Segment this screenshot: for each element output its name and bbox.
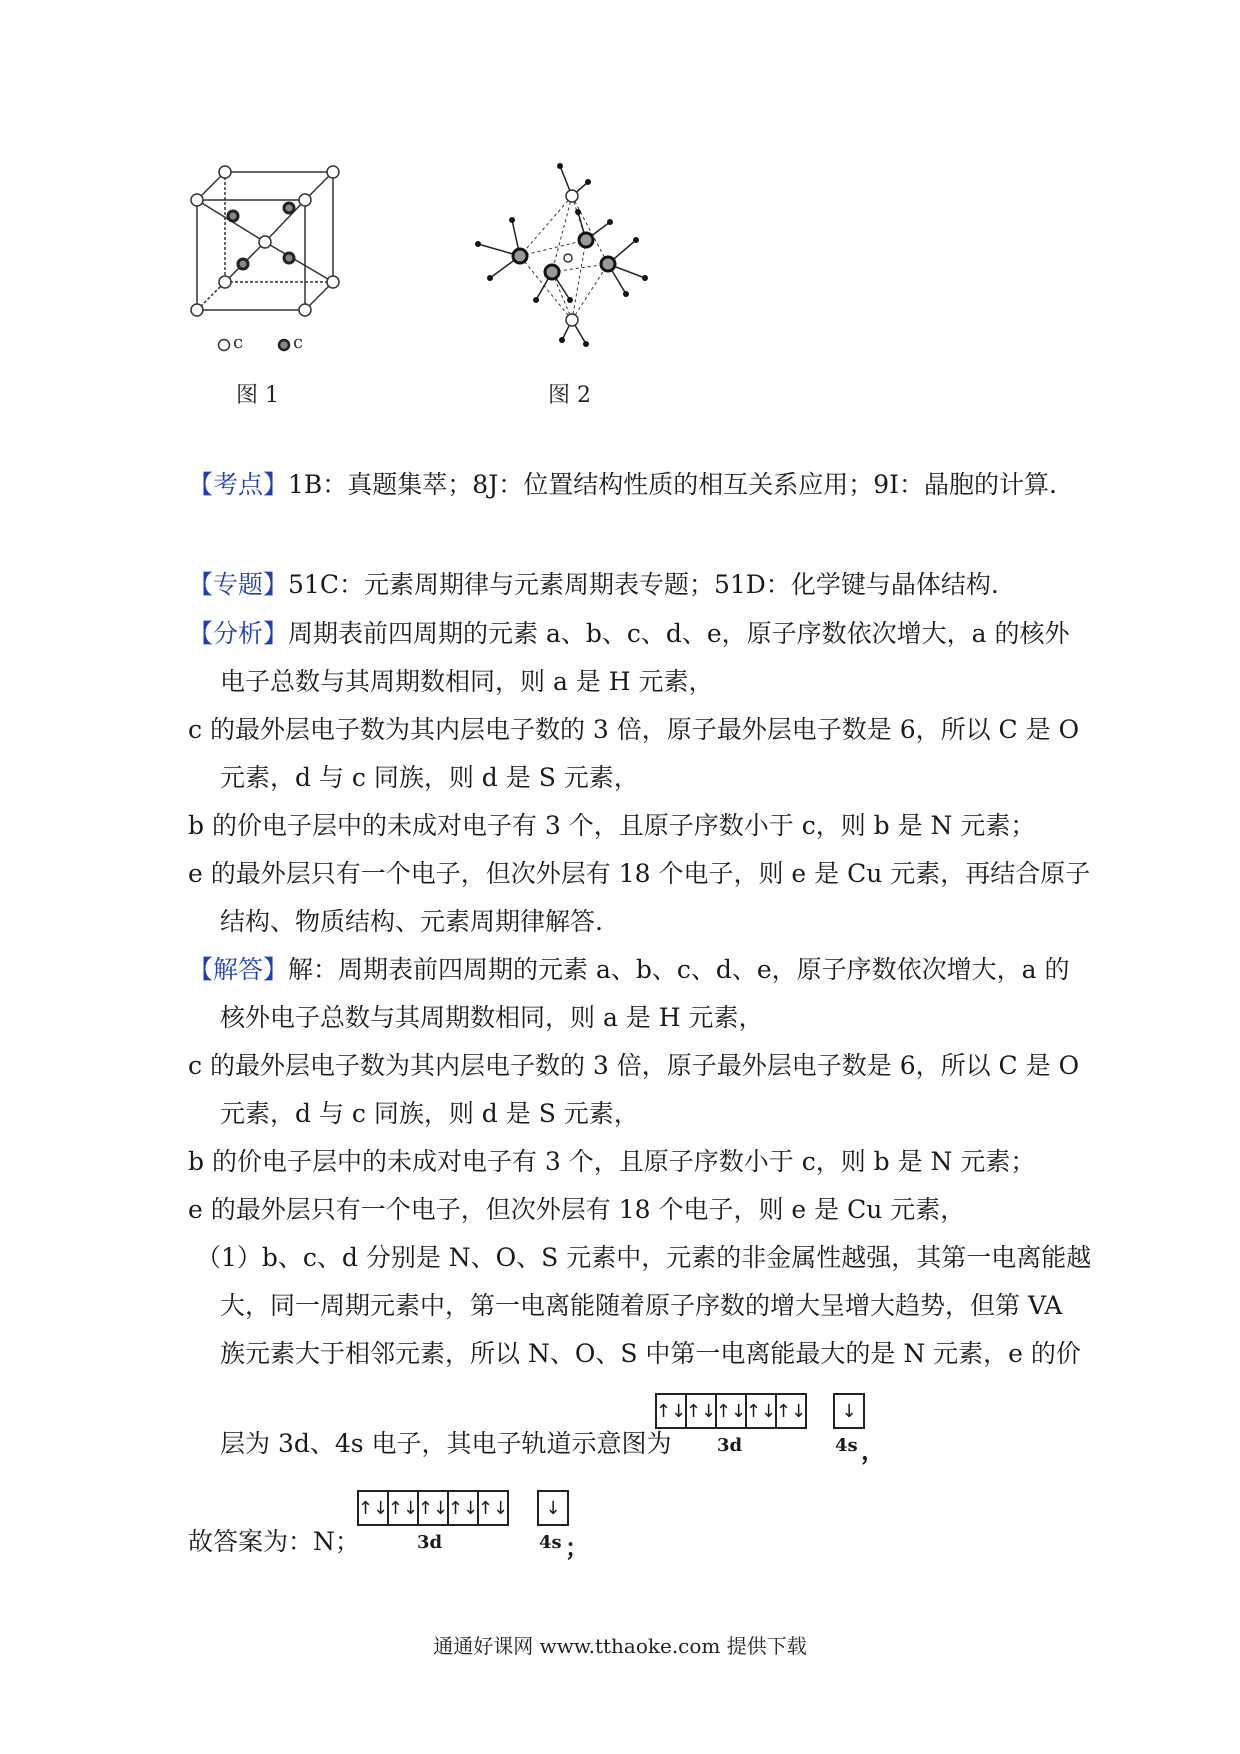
jieda-line-8: 族元素大于相邻元素，所以 N、O、S 中第一电离能最大的是 N 元素，e 的价 — [220, 1339, 1081, 1368]
kaodian-line — [188, 468, 1057, 502]
orbital-box: ↑↓ — [775, 1400, 807, 1422]
orbital-diagram-2 — [357, 1490, 589, 1562]
kaodian-text: 1B：真题集萃；8J：位置结构性质的相互关系应用；9I：晶胞的计算. — [288, 470, 1057, 499]
orbital-3d-boxes — [357, 1490, 509, 1526]
orbital-suffix: ， — [861, 1436, 885, 1465]
fenxi-line-0 — [188, 617, 1070, 651]
orbital-3d-boxes — [655, 1393, 807, 1429]
jieda-line-6: （1）b、c、d 分别是 N、O、S 元素中，元素的非金属性越强，其第一电离能越 — [196, 1243, 1092, 1272]
fenxi-line-3: 元素，d 与 c 同族，则 d 是 S 元素， — [220, 763, 639, 792]
fenxi-line-2: c 的最外层电子数为其内层电子数的 3 倍，原子最外层电子数是 6，所以 C 是 O — [188, 715, 1080, 744]
orbital-box: ↓ — [545, 1497, 561, 1519]
orbital-4s-label: 4s — [835, 1435, 858, 1456]
orbital-diagram-1 — [655, 1393, 885, 1465]
figure-1-unit-cell — [185, 160, 350, 335]
jieda-line-3: 元素，d 与 c 同族，则 d 是 S 元素， — [220, 1099, 639, 1128]
orbital-4s-label: 4s — [539, 1532, 562, 1553]
jieda-line-1: 核外电子总数与其周期数相同，则 a 是 H 元素， — [220, 1003, 764, 1032]
jieda-text-0: 解：周期表前四周期的元素 a、b、c、d、e，原子序数依次增大，a 的 — [288, 955, 1070, 984]
footer-credit: 通通好课网 www.tthaoke.com 提供下载 — [433, 1634, 807, 1658]
legend-open-label: c — [233, 332, 244, 353]
orbital-box: ↑↓ — [449, 1492, 479, 1524]
jieda-line-5: e 的最外层只有一个电子，但次外层有 18 个电子，则 e 是 Cu 元素， — [188, 1195, 966, 1224]
zhuanti-text: 51C：元素周期律与元素周期表专题；51D：化学键与晶体结构. — [288, 570, 999, 599]
legend-open-circle-icon — [217, 338, 231, 352]
jieda-line-4: b 的价电子层中的未成对电子有 3 个，且原子序数小于 c，则 b 是 N 元素； — [188, 1147, 1036, 1176]
legend-solid-circle-icon — [277, 338, 291, 352]
legend-solid-label: c — [293, 332, 304, 353]
jieda-line-0 — [188, 953, 1070, 987]
orbital-4s-boxes — [833, 1393, 865, 1429]
jieda-line-7: 大，同一周期元素中，第一电离能随着原子序数的增大呈增大趋势，但第 VA — [220, 1291, 1063, 1320]
fenxi-line-6: 结构、物质结构、元素周期律解答. — [220, 907, 603, 936]
orbital-box: ↑↓ — [389, 1492, 419, 1524]
orbital-box: ↑↓ — [657, 1395, 687, 1427]
orbital-box: ↑↓ — [687, 1395, 717, 1427]
zhuanti-line — [188, 568, 999, 602]
orbital-box: ↑↓ — [419, 1492, 449, 1524]
orbital-3d-label: 3d — [417, 1532, 443, 1553]
orbital-box: ↓ — [841, 1400, 857, 1422]
orbital-4s-boxes — [537, 1490, 569, 1526]
figure-2-caption: 图 2 — [548, 383, 591, 408]
orbital-3d-label: 3d — [717, 1435, 743, 1456]
orbital-box: ↑↓ — [477, 1497, 509, 1519]
jieda-tag: 【解答】 — [188, 955, 289, 984]
zhuanti-tag: 【专题】 — [188, 570, 289, 599]
figure-1-caption: 图 1 — [236, 383, 279, 408]
fenxi-line-1: 电子总数与其周期数相同，则 a 是 H 元素， — [220, 667, 714, 696]
figure-2-structure — [460, 160, 655, 350]
kaodian-tag: 【考点】 — [188, 470, 289, 499]
fenxi-tag: 【分析】 — [188, 619, 289, 648]
jieda-line-2: c 的最外层电子数为其内层电子数的 3 倍，原子最外层电子数是 6，所以 C 是 O — [188, 1051, 1080, 1080]
answer-suffix: ； — [565, 1533, 589, 1562]
jieda-line-9: 层为 3d、4s 电子，其电子轨道示意图为 — [220, 1429, 672, 1458]
fenxi-text-0: 周期表前四周期的元素 a、b、c、d、e，原子序数依次增大，a 的核外 — [288, 619, 1070, 648]
fenxi-line-5: e 的最外层只有一个电子，但次外层有 18 个电子，则 e 是 Cu 元素，再结合原子 — [188, 859, 1091, 888]
orbital-box: ↑↓ — [717, 1395, 747, 1427]
answer-prefix: 故答案为：N； — [188, 1527, 360, 1556]
fenxi-line-4: b 的价电子层中的未成对电子有 3 个，且原子序数小于 c，则 b 是 N 元素； — [188, 811, 1036, 840]
orbital-box: ↑↓ — [359, 1492, 389, 1524]
orbital-box: ↑↓ — [747, 1395, 777, 1427]
